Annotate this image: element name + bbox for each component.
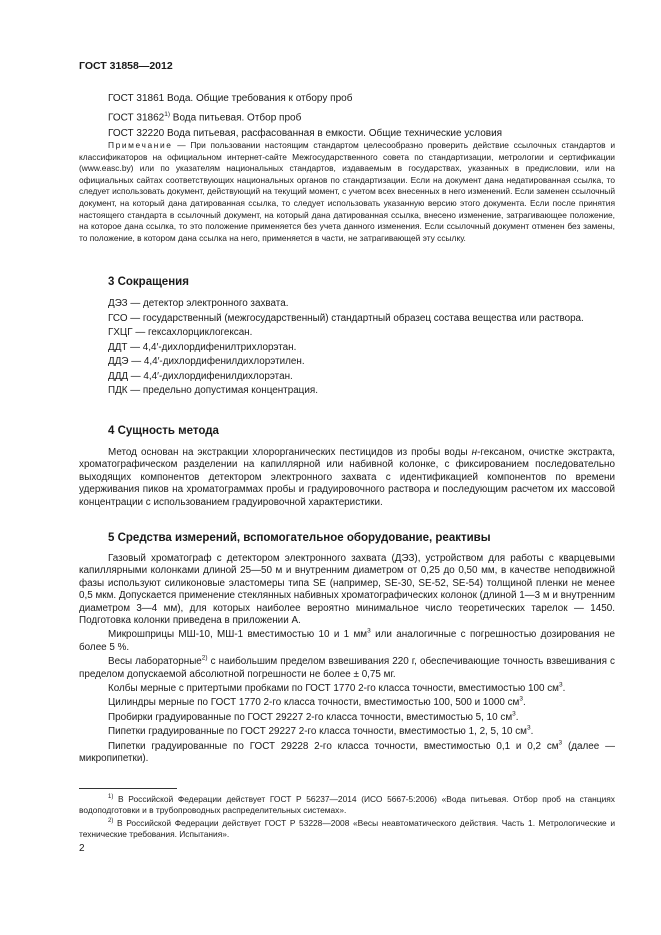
abbreviation-item: ГХЦГ — гексахлорциклогексан. [108, 327, 253, 338]
paragraph: Весы лабораторные$^{2)}$ с наибольшим пределом взвешивания 220 г, обеспечивающие точность взвешивания с пределом допускаемой абсолютной погрешности не более ± 0,75 мг. [79, 654, 615, 680]
footnote-mark: 1) [108, 794, 114, 800]
paragraph: Пробирки градуированные по ГОСТ 29227 2-го класса точности, вместимостью 5, 10 $см^3$. [108, 710, 519, 723]
footnote-mark: 2) [201, 654, 208, 662]
section-4-heading: 4 Сущность метода [108, 425, 219, 437]
paragraph: Цилиндры мерные по ГОСТ 1770 2-го класса точности, вместимостью 100, 500 и 1000 $см^3$. [108, 696, 526, 709]
page-number: 2 [79, 843, 85, 854]
paragraph: Пипетки градуированные по ГОСТ 29228 2-го класса точности, вместимостью 0,1 и 0,2 $см^3$ (далее — микропипетки). [79, 739, 615, 765]
abbreviation-item: ГСО — государственный (межгосударственный) стандартный образец состава вещества или раствора. [108, 312, 584, 324]
footnote: $^{1)}$ В Российской Федерации действует ГОСТ Р 56237—2014 (ИСО 5667-5:2006) «Вода питьевая. Отбор проб на станциях водоподготовки и в трубопроводных распределительных системах». [79, 793, 615, 816]
paragraph: Газовый хроматограф с детектором электронного захвата (ДЭЗ), устройством для работы с кварцевыми капиллярными колонками длиной 25—50 м и внутренним диаметром от 0,25 до 0,50 мм, в качестве неподвижной фазы используют силиконовые эластомеры типа SE (например, SE-30, SE-52, SE-54) толщиной пленки не менее 0,5 мкм. Допускается применение стеклянных набивных хроматографических колонок (длиной 1—3 м и внутренним диаметром 3—4 мм), для которых наиболее вероятно минимальное число теоретических тарелок — 1450. Подготовка колонки приведена в приложении А. [79, 553, 615, 627]
abbreviation-item: ДДТ — 4,4′-дихлордифенилтрихлорэтан. [108, 341, 297, 353]
section-4-paragraph: Метод основан на экстракции хлорорганических пестицидов из пробы воды н-гексаном, очистке экстракта, хроматографическом разделении на капиллярной или набивной колонке, с фиксированием последовательно выходящих компонентов детектором электронного захвата с идентификацией компонентов по времени удерживания пиков на хроматограммах пробы и градуировочного раствора и последующим расчетом их массовой концентрации с использованием градуировочной характеристики. [79, 447, 615, 508]
abbreviations-list [79, 297, 615, 399]
abbreviation-item: ДДЭ — 4,4′-дихлордифенилдихлорэтилен. [108, 356, 305, 367]
abbreviation-item: ДДД — 4,4′-дихлордифенилдихлорэтан. [108, 370, 293, 382]
references-list [108, 91, 628, 142]
abbreviation-item: ДЭЗ — детектор электронного захвата. [108, 298, 289, 309]
footnote-divider [79, 788, 177, 789]
note-label: Примечание [108, 140, 173, 150]
abbreviation-item: ПДК — предельно допустимая концентрация. [108, 385, 318, 396]
note-text: — При пользовании настоящим стандартом целесообразно проверить действие ссылочных стандартов и классификаторов на официальном интернет-сайте Межгосударственного совета по стандартизации, метрологии и сертификации (www.easc.by) или по указателям национальных стандартов, издаваемым в государствах, указанных в предисловии, или на официальных сайтах соответствующих национальных органов по стандартизации. Если на документ дана недатированная ссылка, то следует использовать документ, действующий на текущий момент, с учетом всех внесенных в него изменений. Если заменен ссылочный документ, на который дана датированная ссылка, то следует использовать указанную версию этого документа. Если после принятия настоящего стандарта в ссылочный документ, на который дана датированная ссылка, внесено изменение, затрагивающее положение, на которое дана ссылка, то это положение применяется без учета данного изменения. Если ссылочный документ отменен без замены, то положение, в котором дана ссылка на него, применяется в части, не затрагивающей эту ссылку. [79, 140, 615, 243]
note-paragraph [79, 140, 615, 244]
footnote: $^{2)}$ В Российской Федерации действует ГОСТ Р 53228—2008 «Весы неавтоматического действия. Часть 1. Метрологические и технические требования. Испытания». [79, 817, 615, 840]
footnote-mark: 2) [108, 818, 114, 824]
section-5-heading: 5 Средства измерений, вспомогательное оборудование, реактивы [108, 532, 491, 544]
reference-item: ГОСТ 31861 Вода. Общие требования к отбору проб [108, 93, 353, 104]
section-3-heading: 3 Сокращения [108, 276, 189, 288]
paragraph: Колбы мерные с притертыми пробками по ГОСТ 1770 2-го класса точности, вместимостью 100 $см^3$. [108, 681, 566, 695]
reference-item: ГОСТ 31862$^{1)}$ Вода питьевая. Отбор проб [108, 111, 302, 124]
section-5-body [79, 553, 615, 768]
page-header-title: ГОСТ 31858—2012 [79, 60, 173, 72]
paragraph: Микрошприцы МШ-10, МШ-1 вместимостью 10 и 1 $мм^3$ или аналогичные с погрешностью дозирования не более 5 %. [79, 628, 616, 653]
paragraph: Пипетки градуированные по ГОСТ 29227 2-го класса точности, вместимостью 1, 2, 5, 10 $см^3$. [108, 724, 534, 738]
footnote-mark: 1) [164, 111, 170, 118]
reference-item: ГОСТ 32220 Вода питьевая, расфасованная в емкости. Общие технические условия [108, 128, 503, 140]
